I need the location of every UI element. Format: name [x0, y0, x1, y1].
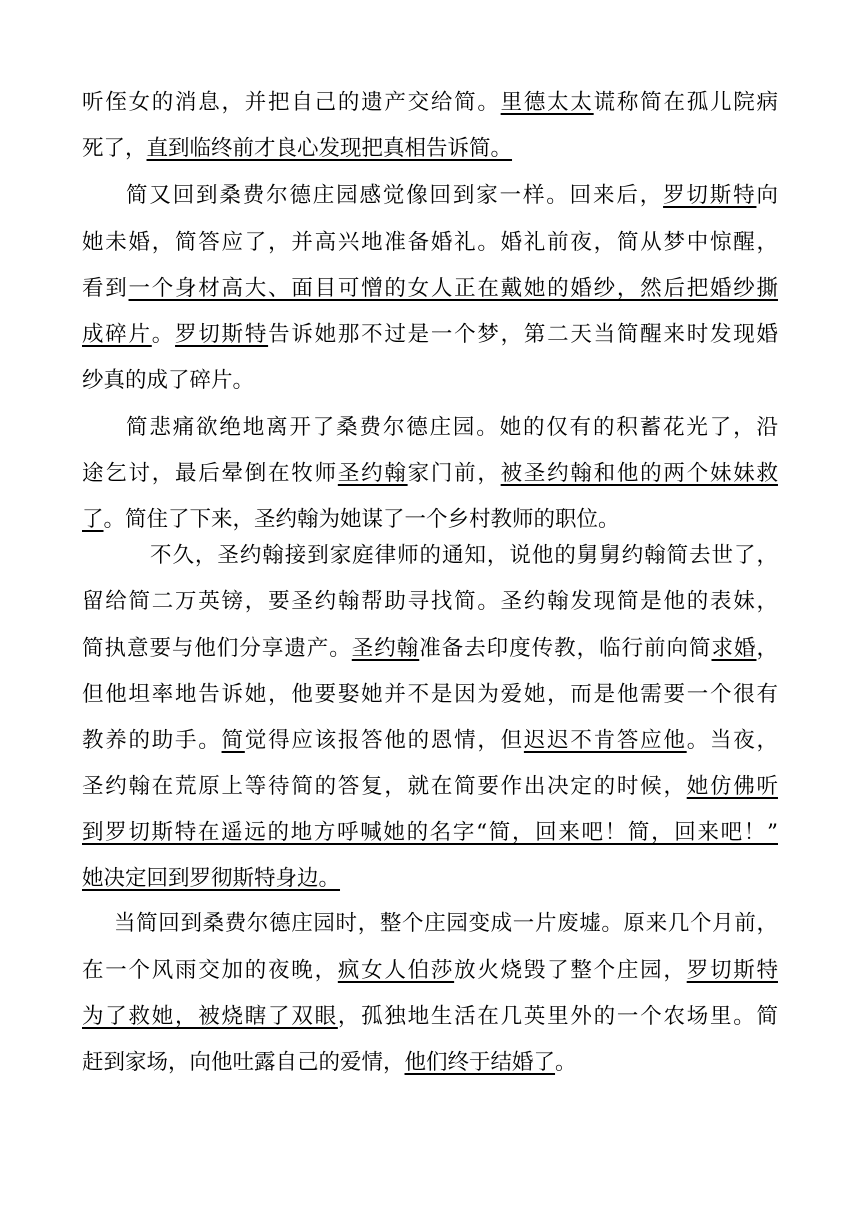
text-line [82, 134, 778, 164]
text-run: 简执意要与他们分享遗产。 [82, 636, 352, 661]
underlined-text: 到罗切斯特在遥远的地方呼喊她的名字“简，回来吧！简，回来吧！” [82, 820, 778, 845]
text-line [82, 1048, 778, 1078]
underlined-text: 为了救她，被烧瞎了双眼 [82, 1004, 338, 1029]
text-run: 简悲痛欲绝地离开了桑费尔德庄园。她的仅有的积蓄花光了，沿 [126, 415, 778, 440]
text-run: 途乞讨，最后晕倒在牧师 [82, 461, 338, 486]
underlined-text: 罗切斯特 [686, 958, 778, 983]
underlined-text: 疯女人伯莎 [337, 958, 455, 983]
underlined-text: 直到临终前才良心发现把真相告诉简。 [146, 136, 513, 161]
underlined-text: 罗切斯特 [663, 183, 757, 208]
text-line [82, 864, 778, 894]
text-run: 当简回到桑费尔德庄园时，整个庄园变成一片废墟。原来几个月前， [114, 911, 778, 936]
text-line [82, 1002, 778, 1032]
text-line [82, 366, 778, 396]
text-run: 谎称简在孤儿院病 [593, 90, 778, 115]
text-line [82, 587, 778, 617]
text-line [126, 181, 778, 211]
text-run: 告诉她那不过是一个梦，第二天当简醒来时发现婚 [268, 322, 778, 347]
underlined-text: 了 [82, 507, 104, 532]
text-line [82, 320, 778, 350]
text-run: ，孤独地生活在几英里外的一个农场里。简 [337, 1004, 778, 1029]
text-run: 听侄女的消息，并把自己的遗产交给简。 [82, 90, 501, 115]
text-run: 。 [151, 322, 176, 347]
text-run: 觉得应该报答他的恩情，但 [244, 728, 524, 753]
underlined-text: 求婚 [711, 636, 757, 661]
text-line [82, 634, 778, 664]
text-line [82, 726, 778, 756]
text-run: 简又回到桑费尔德庄园感觉像回到家一样。回来后， [126, 183, 664, 208]
text-line [82, 772, 778, 802]
text-line [82, 680, 778, 710]
text-line [82, 459, 778, 489]
text-line [82, 88, 778, 118]
underlined-text: 圣约翰 [351, 636, 420, 661]
text-run: 看到 [82, 276, 129, 301]
text-line [114, 909, 778, 939]
text-line [82, 956, 778, 986]
text-run: 在一个风雨交加的夜晚， [82, 958, 338, 983]
text-line [150, 541, 778, 571]
text-run: 。简住了下来，圣约翰为她谋了一个乡村教师的职位。 [103, 507, 620, 532]
underlined-text: 里德太太 [500, 90, 594, 115]
text-line [82, 228, 778, 258]
underlined-text: 他们终于结婚了 [404, 1050, 556, 1075]
text-line [82, 818, 778, 848]
text-run: 家门前， [407, 461, 501, 486]
text-line [82, 505, 778, 535]
underlined-text: 成碎片 [82, 322, 152, 347]
underlined-text: 被圣约翰和他的两个妹妹救 [500, 461, 778, 486]
text-run: 圣约翰在荒原上等待简的答复，就在简要作出决定的时候， [82, 774, 687, 799]
text-run: 她未婚，简答应了，并高兴地准备婚礼。婚礼前夜，简从梦中惊醒， [82, 230, 778, 255]
text-run: 死了， [82, 136, 147, 161]
text-run: 但他坦率地告诉她，他要娶她并不是因为爱她，而是他需要一个很有 [82, 682, 778, 707]
underlined-text: 一个身材高大、面目可憎的女人正在戴她的婚纱，然后把婚纱撕 [128, 276, 778, 301]
text-run: 纱真的成了碎片。 [82, 368, 255, 393]
underlined-text: 她决定回到罗彻斯特身边。 [82, 866, 341, 891]
underlined-text: 圣约翰 [337, 461, 408, 486]
text-run: ， [756, 636, 778, 661]
text-run: 。 [555, 1050, 577, 1075]
underlined-text: 迟迟不肯答应他 [523, 728, 687, 753]
text-line [82, 274, 778, 304]
underlined-text: 她仿佛听 [686, 774, 778, 799]
text-run: 教养的助手。 [82, 728, 222, 753]
underlined-text: 简 [221, 728, 245, 753]
text-run: 不久，圣约翰接到家庭律师的通知，说他的舅舅约翰简去世了， [150, 543, 778, 568]
text-run: 。当夜， [686, 728, 778, 753]
underlined-text: 罗切斯特 [175, 322, 269, 347]
text-line [126, 413, 778, 443]
text-run: 留给简二万英镑，要圣约翰帮助寻找简。圣约翰发现简是他的表妹， [82, 589, 778, 614]
text-run: 放火烧毁了整个庄园， [454, 958, 687, 983]
text-run: 向 [756, 183, 778, 208]
text-run: 赶到家场，向他吐露自己的爱情， [82, 1050, 405, 1075]
text-run: 准备去印度传教，临行前向简 [419, 636, 712, 661]
